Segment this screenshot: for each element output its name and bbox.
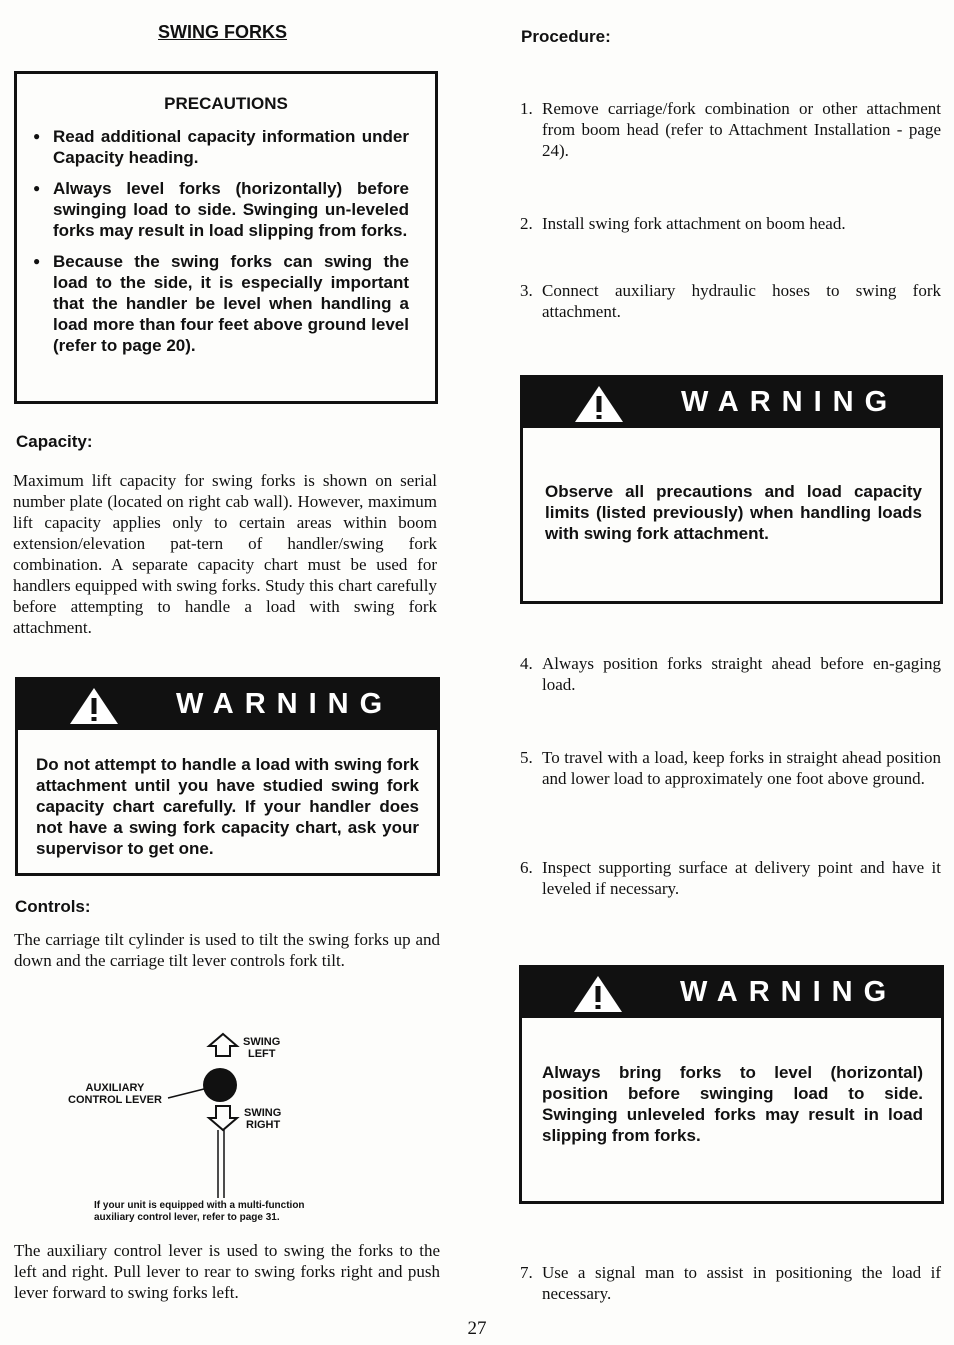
page-number: 27 bbox=[467, 1318, 487, 1339]
procedure-heading: Procedure: bbox=[521, 27, 611, 46]
warning-banner bbox=[523, 378, 940, 428]
auxiliary-lever-text: The auxiliary control lever is used to swing the forks to the left and right. Pull lever to rear to swing forks right and push lever forward to swing forks left. bbox=[14, 1241, 440, 1302]
precautions-box bbox=[14, 71, 438, 404]
swing-left-label: SWING LEFT bbox=[243, 1036, 281, 1060]
controls-text: The carriage tilt cylinder is used to tilt the swing forks up and down and the carriage tilt lever controls fork tilt. bbox=[14, 930, 440, 970]
page-title: SWING FORKS bbox=[158, 22, 287, 42]
precautions-heading: PRECAUTIONS bbox=[164, 94, 288, 113]
warning-label: WARNING bbox=[680, 976, 898, 1008]
procedure-step-7: 7. Use a signal man to assist in positioning the load if necessary. bbox=[520, 1263, 941, 1303]
auxiliary-control-lever-label: AUXILIARY CONTROL LEVER bbox=[68, 1082, 162, 1106]
precaution-item: ● Always level forks (horizontally) before swinging load to side. Swinging un-leveled forks may result in load slipping from forks. bbox=[33, 178, 409, 241]
warning-text: Observe all precautions and load capacity limits (listed previously) when handling loads with swing fork attachment. bbox=[545, 482, 922, 543]
warning-label: WARNING bbox=[176, 688, 394, 720]
capacity-heading: Capacity: bbox=[16, 432, 93, 451]
procedure-step-5: 5. To travel with a load, keep forks in straight ahead position and lower load to approximately one foot above ground. bbox=[520, 748, 941, 788]
precaution-item: ● Read additional capacity information under Capacity heading. bbox=[33, 126, 409, 168]
capacity-text: Maximum lift capacity for swing forks is shown on serial number plate (located on right cab wall). However, maximum lift capacity applies only to certain areas within boom extension/elevation pat-tern of handler/swing fork combination. A separate capacity chart must be used for handlers equipped with swing forks. Study this chart carefully before attempting to handle a load with swing fork attachment. bbox=[13, 471, 437, 637]
swing-right-label: SWING RIGHT bbox=[244, 1107, 282, 1131]
warning-box-1 bbox=[15, 677, 440, 876]
warning-triangle-icon bbox=[68, 686, 120, 726]
warning-box-2 bbox=[520, 375, 943, 604]
procedure-step-3: 3. Connect auxiliary hydraulic hoses to swing fork attachment. bbox=[520, 281, 941, 321]
warning-box-3 bbox=[519, 965, 944, 1204]
warning-triangle-icon bbox=[572, 974, 624, 1014]
procedure-step-6: 6. Inspect supporting surface at delivery point and have it leveled if necessary. bbox=[520, 858, 941, 898]
warning-banner bbox=[18, 680, 437, 730]
auxiliary-lever-diagram bbox=[60, 1030, 360, 1230]
precautions-list bbox=[33, 126, 409, 366]
precaution-item: ● Because the swing forks can swing the load to the side, it is especially important that the handler be level when handling a load more than four feet above ground level (refer to page 20). bbox=[33, 251, 409, 356]
warning-triangle-icon bbox=[573, 384, 625, 424]
procedure-step-1: 1. Remove carriage/fork combination or other attachment from boom head (refer to Attachment Installation - page 24). bbox=[520, 99, 941, 160]
warning-text: Do not attempt to handle a load with swing fork attachment until you have studied swing fork capacity chart carefully. If your handler does not have a swing fork capacity chart, ask your supervisor to get one. bbox=[36, 755, 419, 858]
diagram-note: If your unit is equipped with a multi-function auxiliary control lever, refer to page 31. bbox=[94, 1200, 305, 1223]
warning-banner bbox=[522, 968, 941, 1018]
warning-text: Always bring forks to level (horizontal) position before swinging load to side. Swinging unleveled forks may result in load slipping from forks. bbox=[542, 1063, 923, 1145]
procedure-step-2: 2. Install swing fork attachment on boom head. bbox=[520, 214, 846, 233]
procedure-step-4: 4. Always position forks straight ahead before en-gaging load. bbox=[520, 654, 941, 694]
controls-heading: Controls: bbox=[15, 897, 91, 916]
warning-label: WARNING bbox=[681, 386, 899, 418]
